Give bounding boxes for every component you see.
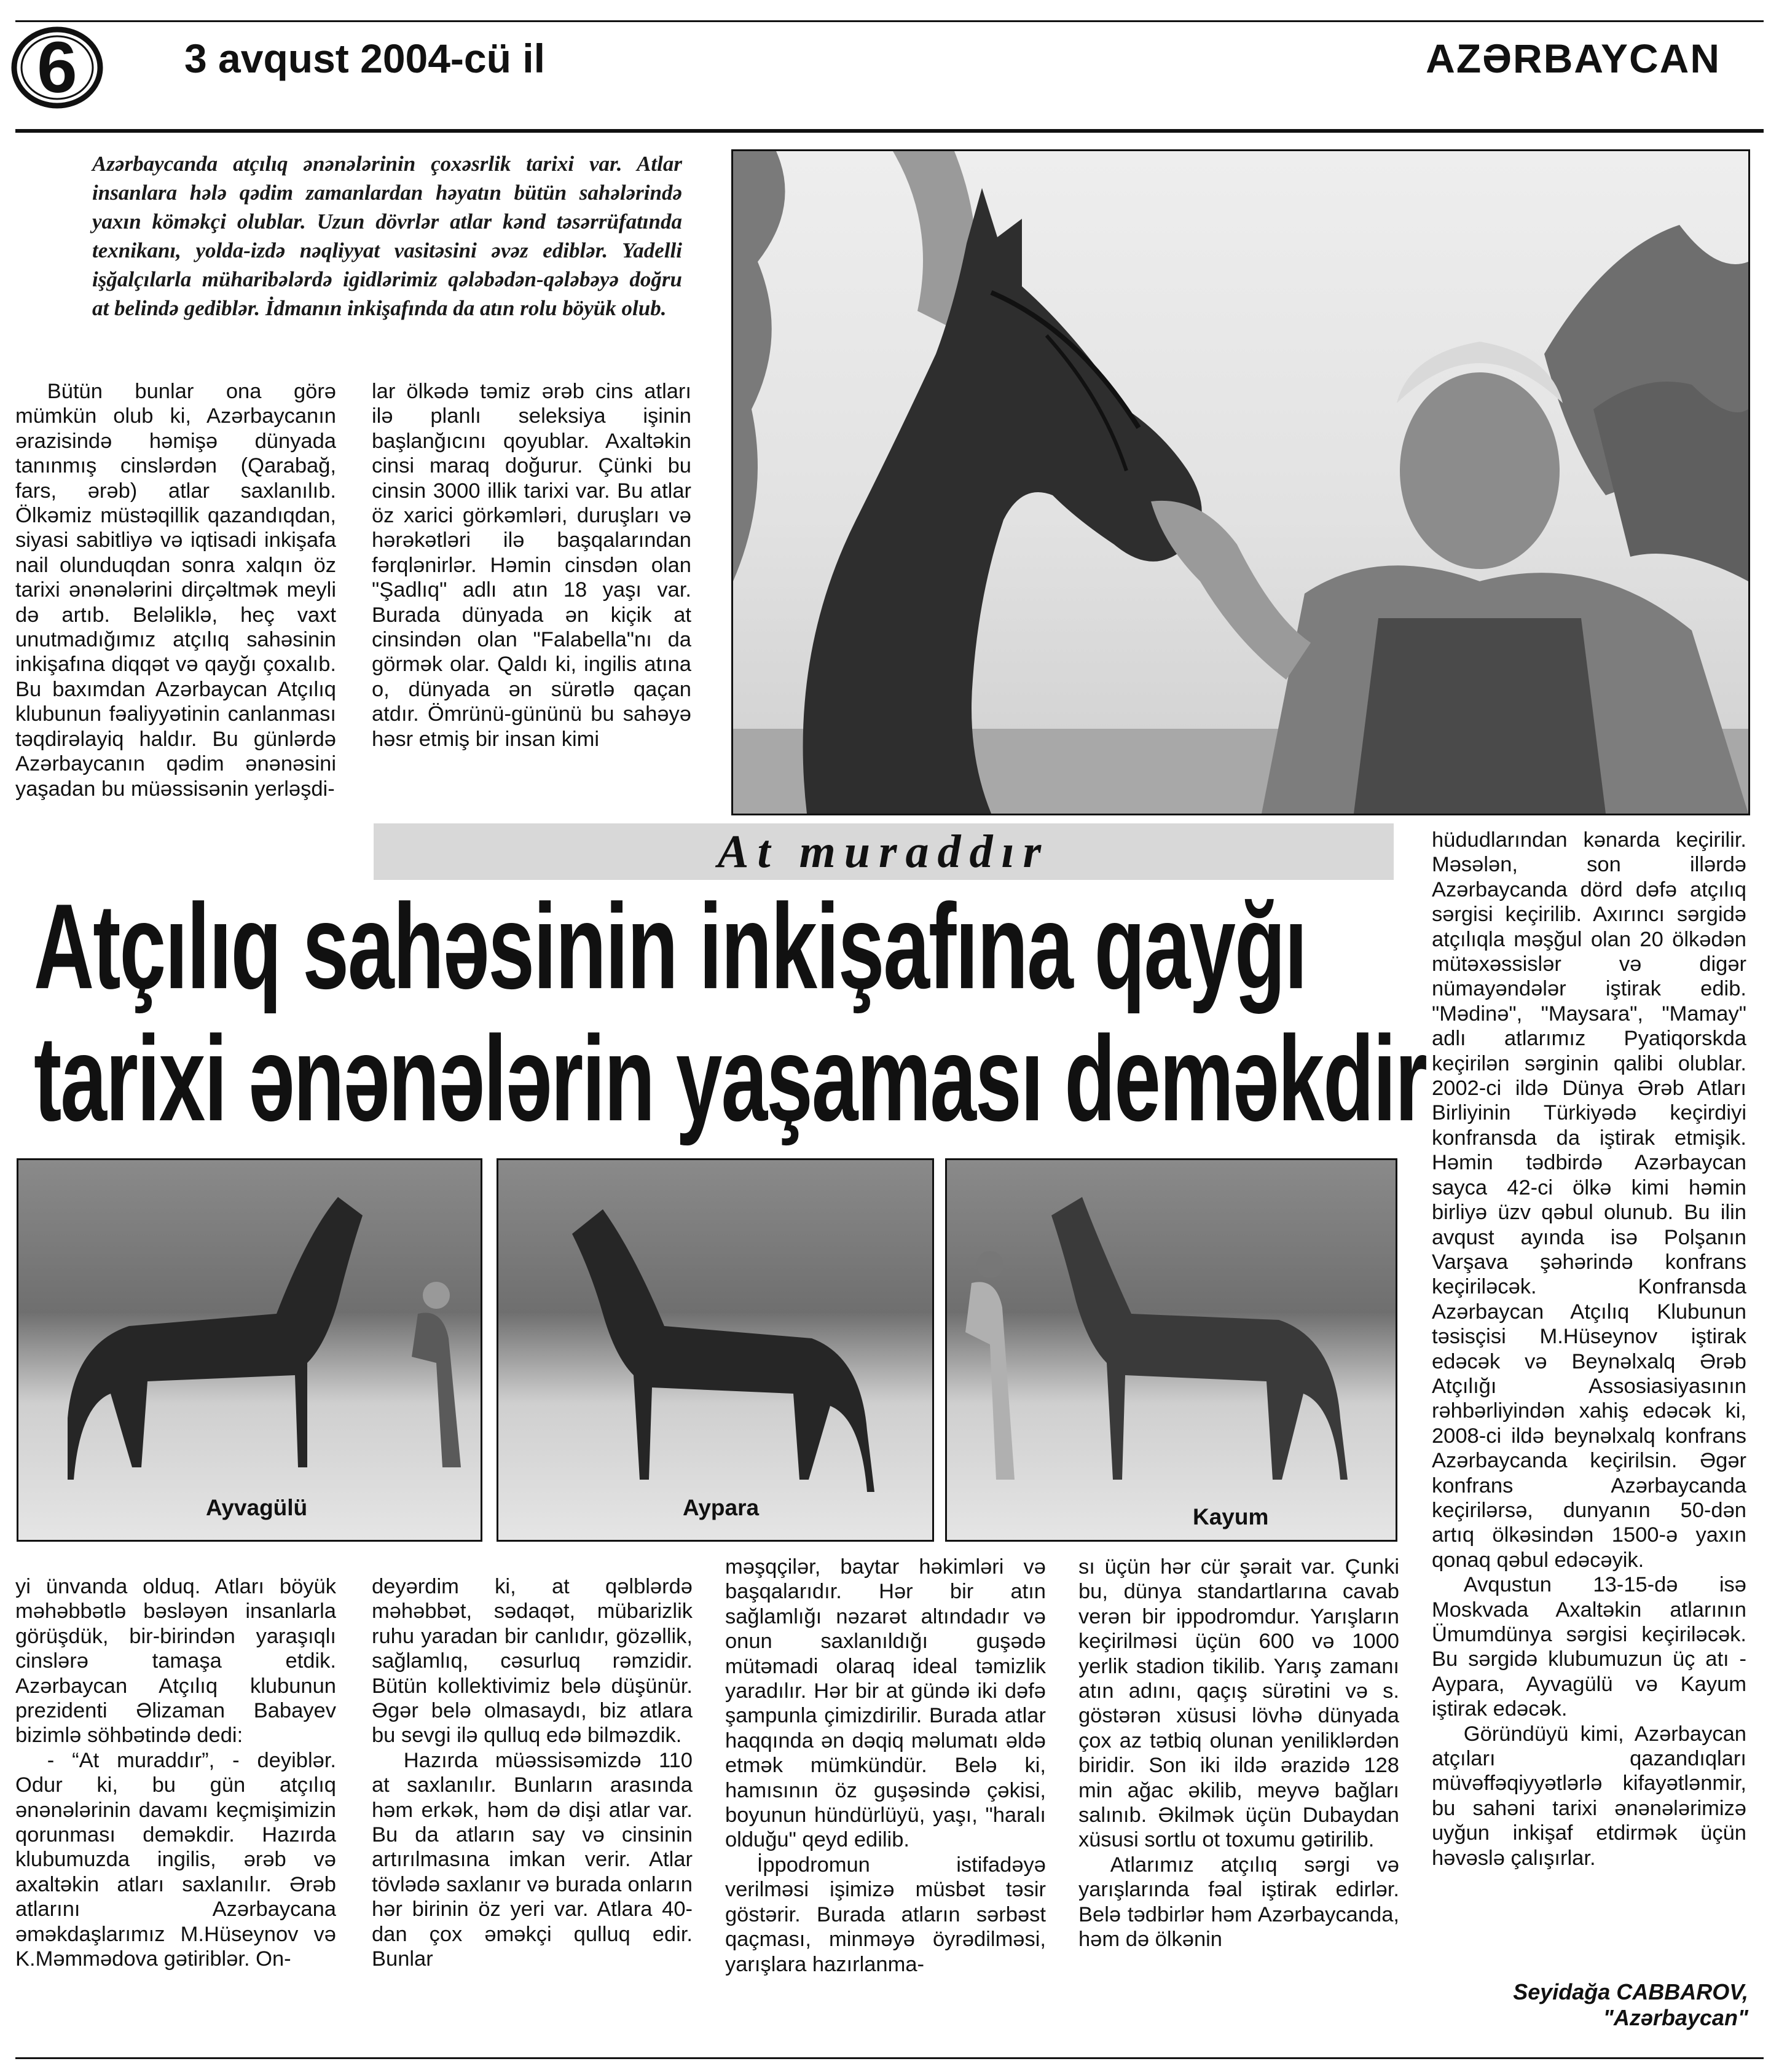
- bottom-rule: [15, 2057, 1764, 2059]
- headline-line-1: Atçılıq sahəsinin inkişafına qayğı: [34, 878, 1306, 1014]
- horse-photo-1: [17, 1158, 482, 1542]
- byline-author: Seyidağa CABBAROV,: [1513, 1979, 1748, 2004]
- horse-photo-3: [945, 1158, 1397, 1542]
- bottom-column-1: [15, 1574, 336, 1972]
- bottom-column-3-paragraph-2: İppodromun istifadəyə verilməsi işimizə müsbət təsir göstərir. Burada atların sərbəst qaçması, minməyə öyrədilməsi, yarışlara hazırlanma-: [725, 1853, 1046, 1976]
- bottom-column-3-paragraph-1: məşqçilər, baytar həkimləri və başqalarıdır. Hər bir atın sağlamlığı nəzarət altındadır və onun saxlanıldığı guşədə mütəmadi olaraq ideal təmizlik yaradılır. Hər bir at gündə iki dəfə şampunla çimizdirilir. Burada atlar haqqında ən dəqiq məlumatı əldə etmək mümkündür. Belə ki, hamısının öz guşəsində çəkisi, boyunun hündürlüyü, yaşı, "haralı olduğu" qeyd edilib.: [725, 1555, 1046, 1852]
- bottom-column-3: [725, 1555, 1046, 1977]
- bottom-column-4-paragraph-1: sı üçün hər cür şərait var. Çunki bu, dünya standartlarına cavab verən bir ippodromdur. Yarışların keçirilməsi üçün 600 və 1000 yerlik stadion tikilib. Yarış zamanı atın adını, qaçış sürətini və s. göstərən xüsusi lövhə dünyada çox az tətbiq olunan yeniliklərdən biridir. Son iki ildə ərazidə 128 min ağac əkilib, meyvə bağları salınıb. Əkilmək üçün Dubaydan xüsusi sortlu ot toxumu gətirilib.: [1078, 1555, 1399, 1852]
- right-column-paragraph-3: Göründüyü kimi, Azərbaycan atçıları qazandıqları müvəffəqiyyətlərlə kifayətlənmir, bu sahəni tarixi ənənələrimizə uyğun inkişaf etdirmək üçün həvəslə çalışırlar.: [1432, 1722, 1746, 1870]
- right-column-paragraph-2: Avqustun 13-15-də isə Moskvada Axaltəkin atlarının Ümumdünya sərgisi keçiriləcək. Bu sərgidə klubumuzun üç atı - Aypara, Ayvagülü və Kayum iştirak edəcək.: [1432, 1573, 1746, 1721]
- body-right-column: [1432, 828, 1746, 1870]
- horse-illustration-3: [947, 1160, 1396, 1540]
- masthead-rule: [15, 129, 1764, 133]
- byline-source: "Azərbaycan": [1603, 2005, 1748, 2030]
- rubric: At muraddır: [717, 826, 1050, 877]
- horse-caption-3: Kayum: [1193, 1504, 1269, 1529]
- right-column-paragraph-1: hüdudlarından kənarda keçirilir. Məsələn, son illərdə Azərbaycanda dörd dəfə atçılıq sərgisi keçirilib. Axırıncı sərgidə atçılıqla məşğul olan 20 ölkədən mütəxəssislər və digər nümayəndələr iştirak edib. "Mədinə", "Maysara", "Mamay" adlı atlarımız Pyatiqorskda keçirilən sərginin qalibi olublar. 2002-ci ildə Dünya Ərəb Atları Birliyinin Türkiyədə keçirdiyi konfransda da iştirak etmişik. Həmin tədbirdə Azərbaycan sayca 42-ci ölkə kimi həmin birliyə üzv qəbul olunub. Bu ilin avqust ayında isə Polşanın Varşava şəhərində konfrans keçiriləcək. Konfransda Azərbaycan Atçılıq Klubunun təsisçisi M.Hüseynov iştirak edəcək və Beynəlxalq Ərəb Atçılığı Assosiasiyasının rəhbərliyindən xahiş edəcək ki, 2008-ci ildə beynəlxalq konfrans Azərbaycanda keçirilsin. Əgər konfrans Azərbaycanda keçirilərsə, dunyanın 50-dən artıq ölkəsindən 1500-ə yaxın qonaq qəbul edəcəyik.: [1432, 828, 1746, 1572]
- body-column-2: [372, 379, 691, 751]
- issue-date: 3 avqust 2004-cü il: [184, 36, 545, 81]
- horse-caption-2: Aypara: [683, 1495, 760, 1520]
- newspaper-name: AZƏRBAYCAN: [1426, 36, 1721, 81]
- body-column-1-text: Bütün bunlar ona görə mümkün olub ki, Azərbaycanın ərazisində həmişə dünyada tanınmış cinslərdən (Qarabağ, fars, ərəb) atlar saxlanılıb. Ölkəmiz müstəqillik qazandıqdan, siyasi sabitliyə və iqtisadi inkişafa nail olunduqdan sonra xalqın öz tarixi ənənələrini dirçəltmək meyli də artıb. Beləliklə, heç vaxt unutmadığımız atçılıq sahəsinin inkişafına diqqət və qayğı çoxalıb. Bu baxımdan Azərbaycan Atçılıq klubunun fəaliyyətinin canlanması təqdirəlayiq haldır. Bu günlərdə Azərbaycanın qədim ənənəsini yaşadan bu müəssisənin yerləşdi-: [15, 380, 336, 801]
- bottom-column-2: [372, 1574, 693, 1972]
- body-column-2-text: lar ölkədə təmiz ərəb cins atları ilə planlı seleksiya işinin başlanğıcını qoyublar. Axaltəkin cinsi maraq doğurur. Çünki bu cinsin 3000 illik tarixi var. Bu atlar öz xarici görkəmləri, duruşları və hərəkətləri ilə başqalarından fərqlənirlər. Həmin cinsdən olan "Şadlıq" adlı atın 18 yaşı var. Burada dünyada ən kiçik at cinsindən olan "Falabella"nı da görmək olar. Qaldı ki, ingilis atına o, dünyada ən sürətlə qaçan atdır. Ömrünü-gününü bu sahəyə həsr etmiş bir insan kimi: [372, 380, 691, 751]
- page-number: 6: [37, 27, 77, 108]
- main-photo: [731, 149, 1750, 815]
- horse-caption-1: Ayvagülü: [206, 1495, 308, 1520]
- bottom-column-2-paragraph-1: deyərdim ki, at qəlblərdə məhəbbət, sədaqət, mübarizlik ruhu yaradan bir canlıdır, gözəllik, sağlamlıq, cəsurluq rəmzidir. Bütün kollektivimiz belə düşünür. Əgər belə olmasaydı, biz atlara bu sevgi ilə qulluq edə bilməzdik.: [372, 1575, 693, 1748]
- horse-photo-2: [497, 1158, 934, 1542]
- top-rule: [15, 20, 1764, 22]
- article-intro: Azərbaycanda atçılıq ənənələrinin çoxəsrlik tarixi var. Atlar insanlara hələ qədim zamanlardan həyatın bütün sahələrində yaxın köməkçi olublar. Uzun dövrlər atlar kənd təsərrüfatında texnikanı, yolda-izdə nəqliyyat vasitəsini əvəz ediblər. Yadelli işğalçılarla müharibələrdə igidlərimiz qələbədən-qələbəyə doğru at belində gediblər. İdmanın inkişafında da atın rolu böyük olub.: [92, 152, 682, 320]
- horse-illustration-2: [498, 1160, 932, 1540]
- horse-and-man-illustration: [733, 151, 1748, 814]
- horse-illustration-1: [18, 1160, 481, 1540]
- bottom-column-4-paragraph-2: Atlarımız atçılıq sərgi və yarışlarında fəal iştirak edirlər. Belə tədbirlər həm Azərbaycanda, həm də ölkənin: [1078, 1853, 1399, 1952]
- headline-line-2: tarixi ənənələrin yaşaması deməkdir: [34, 1010, 1426, 1147]
- body-column-1: [15, 379, 336, 801]
- bottom-column-4: [1078, 1555, 1399, 1952]
- bottom-column-1-paragraph-1: yi ünvanda olduq. Atları böyük məhəbbətlə bəsləyən insanlarla görüşdük, bir-birindən yaraşıqlı cinslərə tamaşa etdik. Azərbaycan Atçılıq klubunun prezidenti Əlizaman Babayev bizimlə söhbətində dedi:: [15, 1575, 336, 1748]
- bottom-column-1-paragraph-2: - “At muraddır”, - deyiblər. Odur ki, bu gün atçılıq ənənələrinin davamı keçmişimizin qorunması deməkdir. Hazırda klubumuzda ingilis, ərəb və axaltəkin atları saxlanılır. Ərəb atlarını Azərbaycana əməkdaşlarımız M.Hüseynov və K.Məmmədova gətiriblər. On-: [15, 1748, 336, 1971]
- bottom-column-2-paragraph-2: Hazırda müəssisəmizdə 110 at saxlanılır. Bunların arasında həm erkək, həm də dişi atlar var. Bu da atların say və cinsinin artırılmasına imkan verir. Atlar tövlədə saxlanır və burada onların hər birinin öz yeri var. Atlara 40-dan çox əməkçi qulluq edir. Bunlar: [372, 1748, 693, 1971]
